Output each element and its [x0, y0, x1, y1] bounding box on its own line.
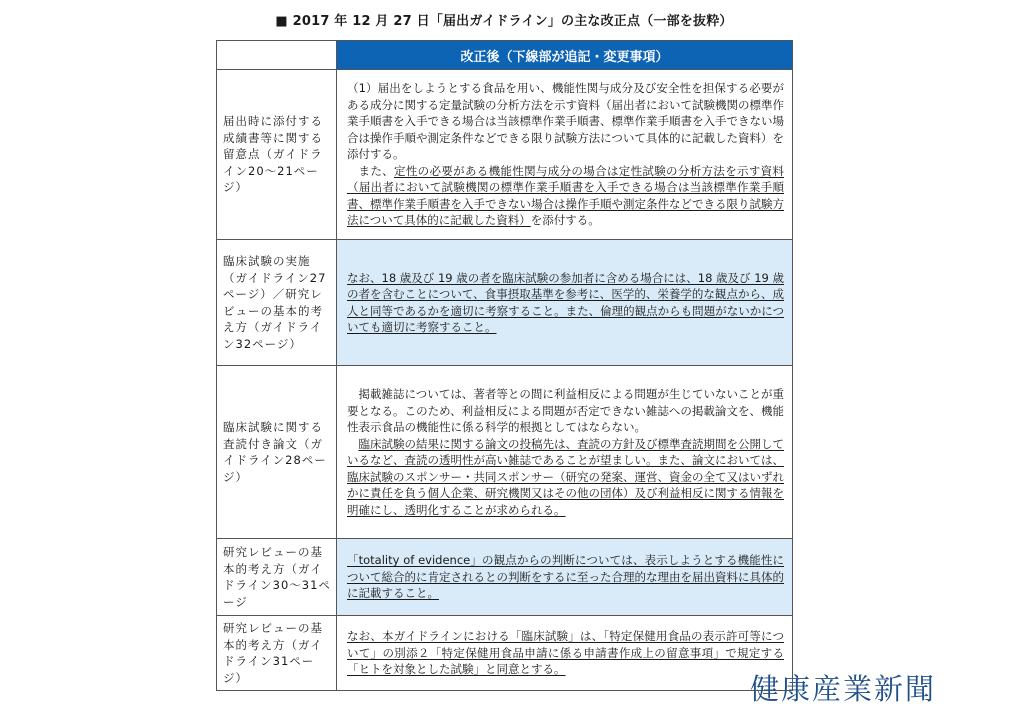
table-row [217, 366, 793, 539]
row-content [337, 366, 793, 539]
underlined-text: なお、18 歳及び 19 歳の者を臨床試験の参加者に含める場合には、18 歳及び 19 歳の者を含むことについて、食事摂取基準を参考に、医学的、栄養学的な観点から、成人と同等であるかを適切に考察すること。また、倫理的観点からも問題がないかについても適切に考察すること。 [347, 270, 784, 334]
paragraph [347, 163, 784, 229]
underlined-text: 定性の必要がある機能性関与成分の場合は定性試験の分析方法を示す資料（届出者において試験機関の標準作業手順書を入手できる場合は当該標準作業手順書、標準作業手順書を入手できない場合は操作手順や測定条件などできる限り試験方法について具体的に記載した資料） [347, 163, 785, 228]
row-content [337, 70, 793, 240]
row-label: 臨床試験に関する査読付き論文（ガイドライン28ページ） [217, 366, 337, 539]
row-content [337, 240, 793, 366]
underlined-text: 「totality of evidence」の観点からの判断については、表示しようとする機能性について総合的に肯定されるとの判断をするに至った合理的な理由を届出資料に具体的に記載すること。 [347, 553, 784, 601]
table-header-row [217, 41, 793, 70]
paragraph: （1）届出をしようとする食品を用い、機能性関与成分及び安全性を担保する必要がある成分に関する定量試験の分析方法を示す資料（届出者において試験機関の標準作業手順書を入手できる場合は当該標準作業手順書、標準作業手順書を入手できない場合は操作手順や測定条件などできる限り試験方法について具体的に記載した資料）を添付する。 [347, 81, 784, 162]
publisher-watermark: 健康産業新聞 [749, 672, 936, 706]
row-label: 臨床試験の実施（ガイドライン27ページ）／研究レビューの基本的考え方（ガイドライン32ページ） [217, 240, 337, 366]
text-run: を添付する。 [530, 213, 600, 228]
row-label: 研究レビューの基本的考え方（ガイドライン31ページ） [217, 616, 337, 691]
table-row [217, 539, 793, 616]
row-content [337, 616, 793, 691]
row-content [337, 539, 793, 616]
table-row [217, 616, 793, 691]
row-label: 届出時に添付する成績書等に関する留意点（ガイドライン20～21ページ） [217, 70, 337, 240]
revision-table [216, 40, 793, 691]
table-row [217, 240, 793, 366]
underlined-text: なお、本ガイドラインにおける「臨床試験」は、「特定保健用食品の表示許可等について」の別添２「特定保健用食品申請に係る申請書作成上の留意事項」で規定する「ヒトを対象とした試験」と同意とする。 [347, 629, 784, 677]
text-run: また、 [358, 163, 394, 178]
paragraph: 掲載雑誌については、著者等との間に利益相反による問題が生じていないことが重要となる。このため、利益相反による問題が否定できない雑誌への掲載論文を、機能性表示食品の機能性に係る科学的根拠としてはならない。 [347, 387, 784, 434]
header-blank-cell [217, 41, 337, 70]
underlined-text: 臨床試験の結果に関する論文の投稿先は、査読の方針及び標準査読期間を公開しているなど、査読の透明性が高い雑誌であることが望ましい。また、論文においては、臨床試験のスポンサー・共同スポンサー（研究の発案、運営、資金の全て又はいずれかに責任を負う個人企業、研究機関又はその他の団体）及び利益相反に関する情報を明確にし、透明化することが求められる。 [347, 436, 784, 517]
table-row [217, 70, 793, 240]
row-label: 研究レビューの基本的考え方（ガイドライン30～31ページ [217, 539, 337, 616]
header-revised-column: 改正後（下線部が追記・変更事項） [337, 41, 793, 70]
document-title: ■ 2017 年 12 月 27 日「届出ガイドライン」の主な改正点（一部を抜粋） [275, 14, 733, 29]
